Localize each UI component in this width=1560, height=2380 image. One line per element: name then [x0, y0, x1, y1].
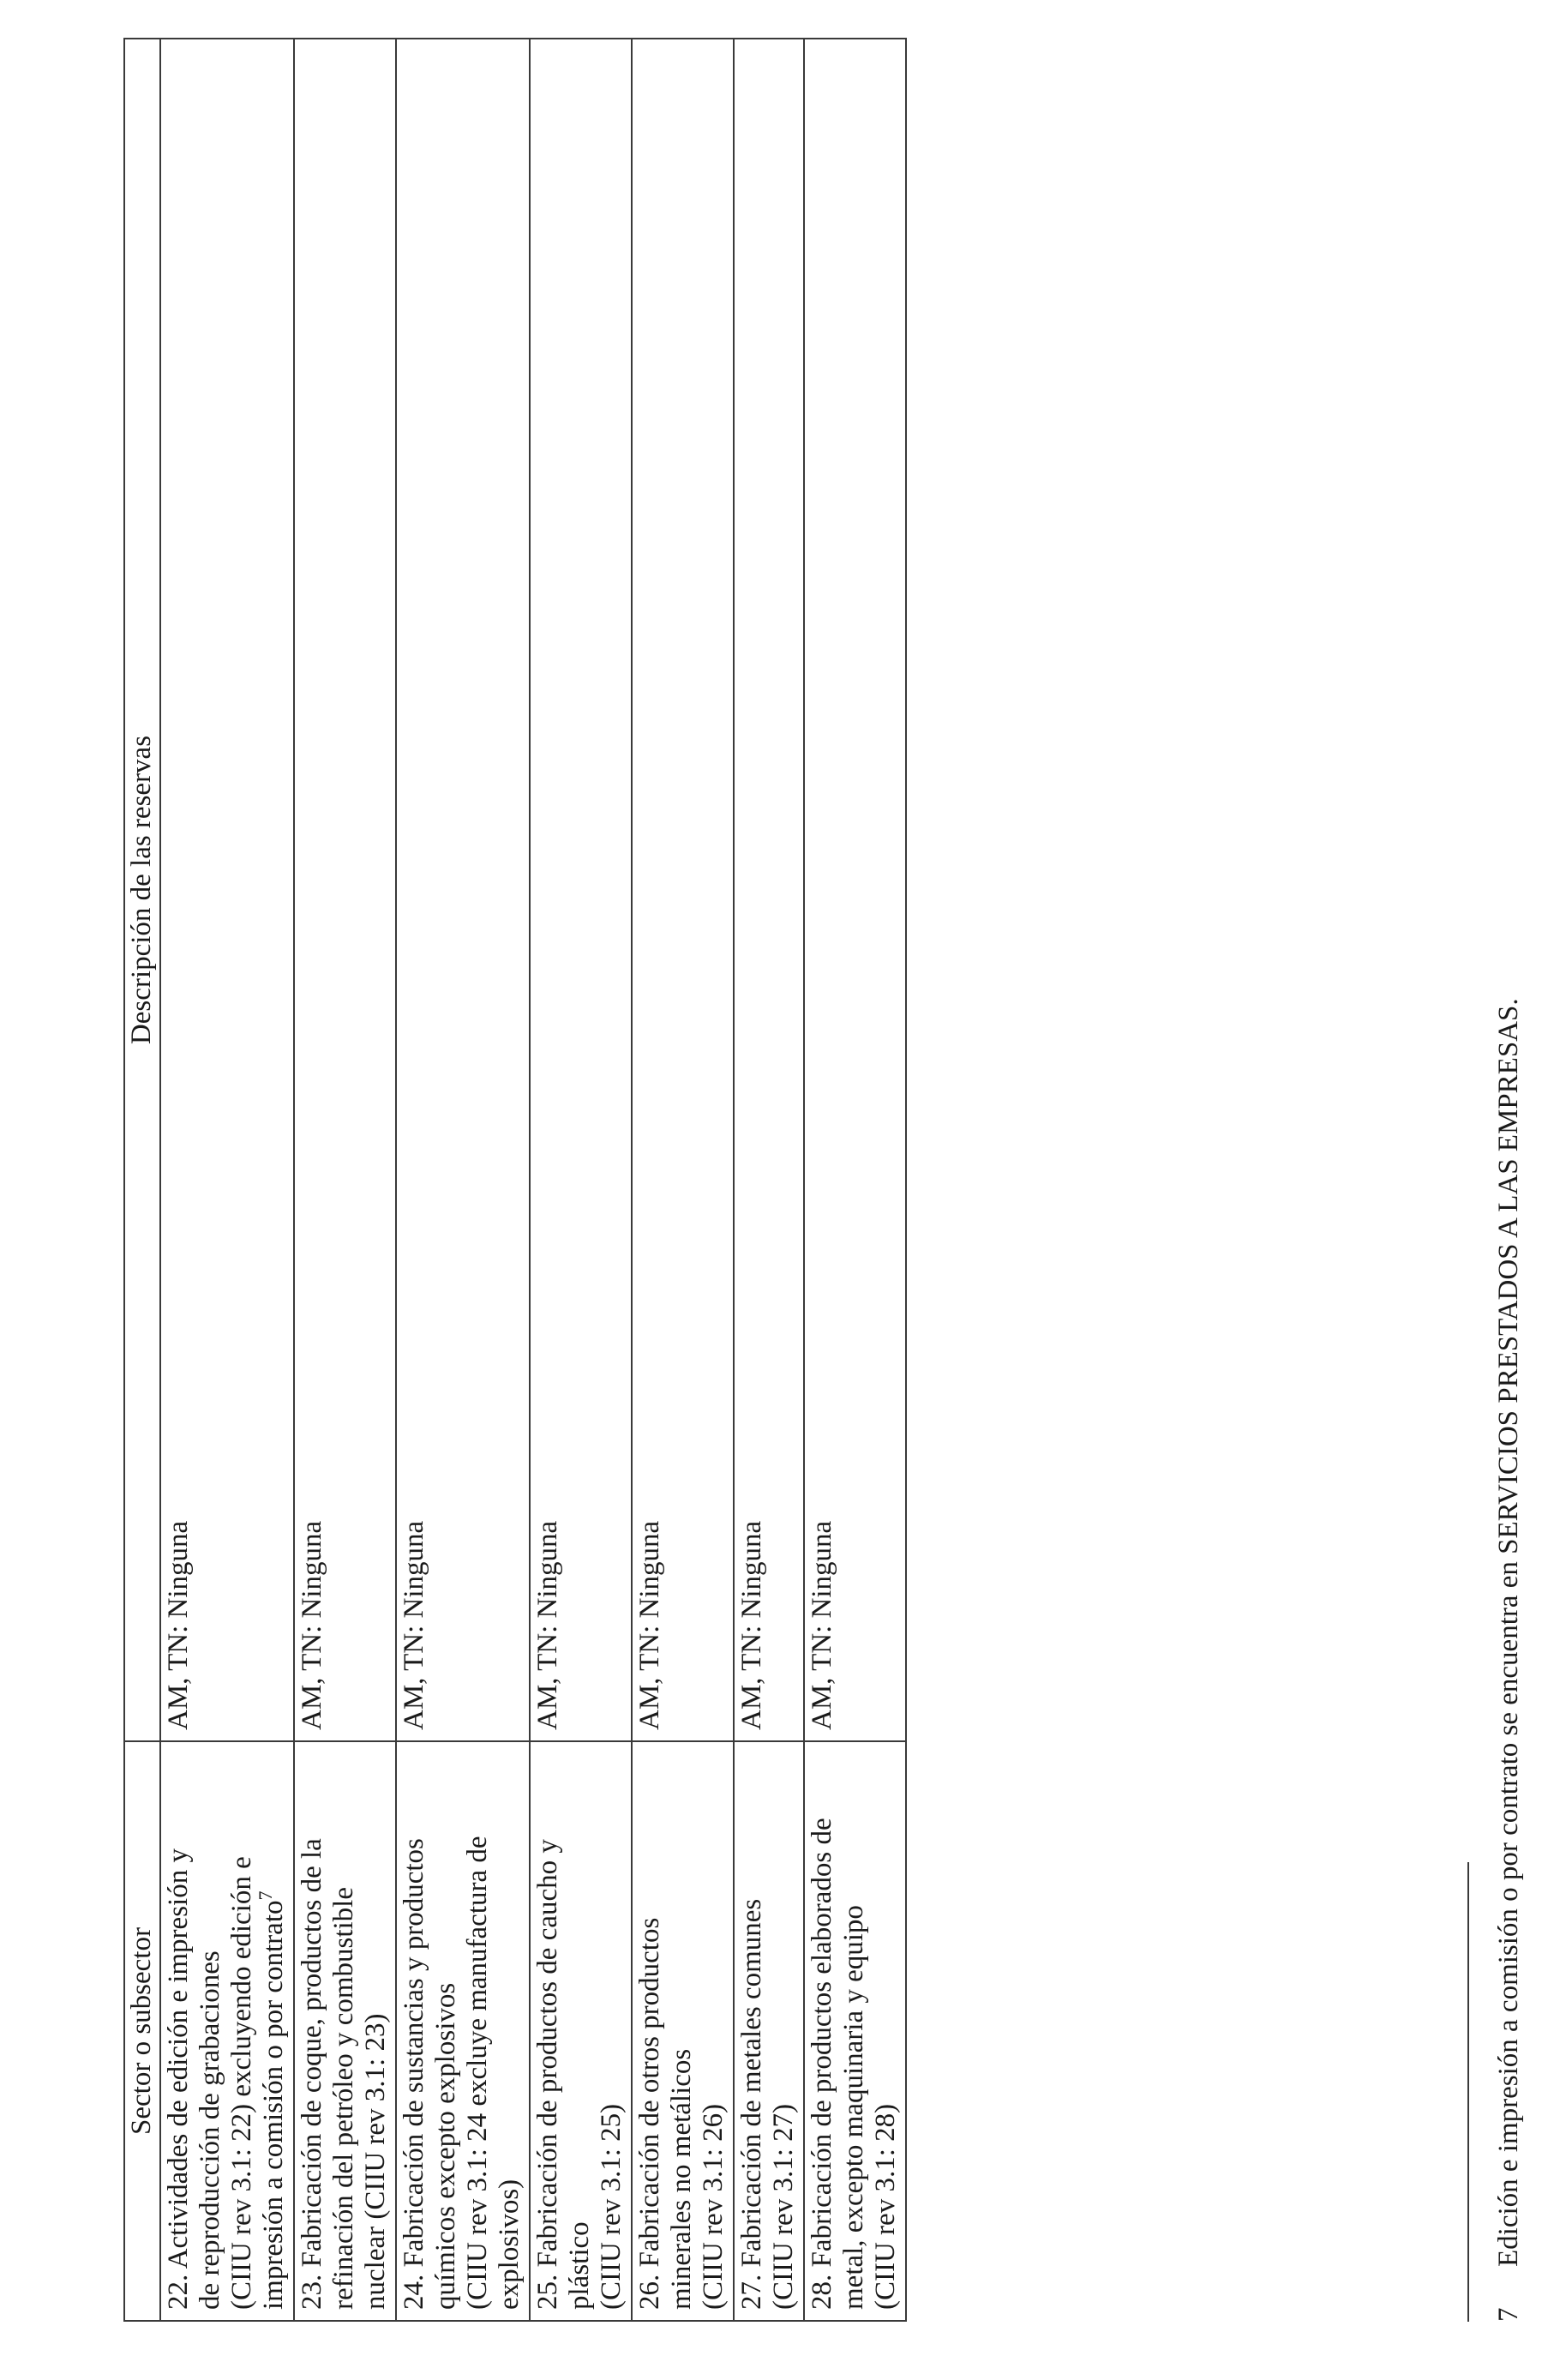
header-description: Descripción de las reservas — [124, 39, 160, 1741]
sector-line: metal, excepto maquinaria y equipo — [838, 1905, 869, 2310]
footnote-text: Edición e impresión a comisión o por contrato se encuentra en SERVICIOS PRESTADOS A LAS EMPRESAS. — [1493, 998, 1524, 2267]
sector-line: químicos excepto explosivos — [430, 1982, 461, 2310]
sector-line: 22. Actividades de edición e impresión y — [163, 1848, 194, 2310]
sector-line: (CIIU rev 3.1: 24 excluye manufactura de — [462, 1836, 493, 2310]
sector-line: (CIIU rev 3.1: 28) — [870, 2103, 901, 2310]
table-row — [396, 39, 530, 2321]
description-cell: AM, TN: Ninguna — [632, 39, 734, 1741]
table-row — [294, 39, 396, 2321]
sector-line: 28. Fabricación de productos elaborados de — [807, 1818, 837, 2310]
sector-line: refinación del petróleo y combustible — [328, 1886, 359, 2310]
footnote-mark: 7 — [1493, 2307, 1524, 2322]
table-row — [160, 39, 294, 2321]
sector-cell — [530, 1741, 632, 2321]
table-row — [632, 39, 734, 2321]
sector-line: (CIIU rev 3.1: 26) — [698, 2103, 729, 2310]
description-cell: AM, TN: Ninguna — [734, 39, 804, 1741]
sector-line: de reproducción de grabaciones — [195, 1950, 225, 2310]
description-cell: AM, TN: Ninguna — [804, 39, 906, 1741]
sector-line: 23. Fabricación de coque, productos de la — [297, 1838, 327, 2310]
sector-cell — [160, 1741, 294, 2321]
footnote-reference: 7 — [255, 1890, 276, 1901]
sector-cell — [734, 1741, 804, 2321]
description-cell: AM, TN: Ninguna — [160, 39, 294, 1741]
sector-cell — [294, 1741, 396, 2321]
sector-line: (CIIU rev 3.1: 27) — [768, 2103, 799, 2310]
table-body — [160, 39, 906, 2321]
sector-line: (CIIU rev 3.1: 22) excluyendo edición e — [226, 1856, 257, 2310]
sector-line: impresión a comisión o por contrato$^7$ — [255, 1890, 289, 2310]
footnote-separator — [1467, 1862, 1469, 2322]
description-cell: AM, TN: Ninguna — [396, 39, 530, 1741]
header-sector: Sector o subsector — [124, 1741, 160, 2321]
sector-cell — [396, 1741, 530, 2321]
table-row — [530, 39, 632, 2321]
sector-cell — [804, 1741, 906, 2321]
description-cell: AM, TN: Ninguna — [530, 39, 632, 1741]
sector-line: 25. Fabricación de productos de caucho y — [532, 1839, 563, 2310]
sector-line: (CIIU rev 3.1: 25) — [596, 2103, 627, 2310]
table-row — [804, 39, 906, 2321]
sector-line: minerales no metálicos — [666, 2048, 697, 2310]
sector-line: 27. Fabricación de metales comunes — [736, 1898, 767, 2310]
table-header-row — [124, 39, 160, 2321]
sector-line: explosivos) — [494, 2179, 525, 2310]
sector-line: nuclear (CIIU rev 3.1: 23) — [360, 2013, 391, 2310]
sector-line: plástico — [564, 2221, 595, 2310]
table-row — [734, 39, 804, 2321]
description-cell: AM, TN: Ninguna — [294, 39, 396, 1741]
footnote — [1493, 998, 1525, 2322]
reservations-table — [123, 38, 907, 2322]
sector-cell — [632, 1741, 734, 2321]
sector-line: 26. Fabricación de otros productos — [634, 1917, 665, 2310]
sector-line: 24. Fabricación de sustancias y productos — [399, 1838, 429, 2310]
